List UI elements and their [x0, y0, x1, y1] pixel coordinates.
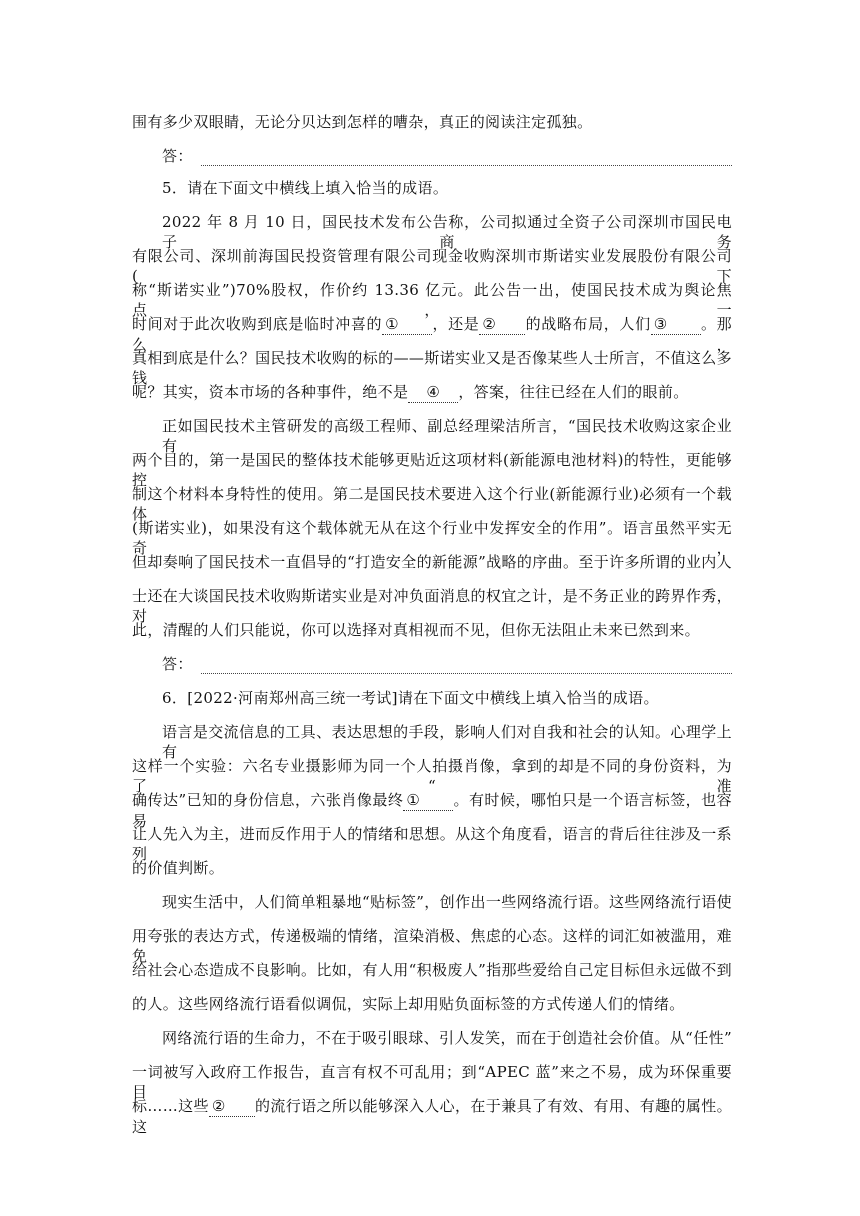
- text-line: 的价值判断。: [132, 859, 225, 877]
- text-line: 两个目的，第一是国民的整体技术能够更贴近这项材料(新能源电池材料)的特性，更能够控: [132, 451, 732, 489]
- text-segment: 。那么，: [132, 315, 732, 354]
- text-line: 网络流行语的生命力，不在于吸引眼球、引人发笑，而在于创造社会价值。从“任性”: [162, 1029, 732, 1047]
- text-line: 有限公司、深圳前海国民投资管理有限公司现金收购深圳市斯诺实业发展股份有限公司(下: [132, 247, 732, 285]
- text-segment: 的流行语之所以能够深入人心，在于兼具了有效、有用、有趣的属性。这: [132, 1097, 732, 1136]
- blank-3[interactable]: ③: [651, 314, 701, 335]
- blank-1[interactable]: ①: [382, 314, 432, 335]
- text-segment: 的战略布局，人们: [525, 315, 651, 333]
- text-line: 2022 年 8 月 10 日，国民技术发布公告称，公司拟通过全资子公司深圳市国民电子商务: [162, 213, 732, 251]
- text-line-with-blanks: [132, 1096, 732, 1137]
- text-line: 正如国民技术主管研发的高级工程师、副总经理梁洁所言，“国民技术收购这家企业有: [162, 417, 732, 455]
- text-line: 现实生活中，人们简单粗暴地“贴标签”，创作出一些网络流行语。这些网络流行语使: [162, 893, 732, 911]
- question-6: 6．[2022·河南郑州高三统一考试]请在下面文中横线上填入恰当的成语。: [162, 689, 659, 707]
- blank-2[interactable]: ②: [479, 314, 525, 335]
- text-line: 制这个材料本身特性的使用。第二是国民技术要进入这个行业(新能源行业)必须有一个载体: [132, 485, 732, 523]
- text-segment: ，答案，往往已经在人们的眼前。: [458, 383, 689, 401]
- text-line: 用夸张的表达方式，传递极端的情绪，渲染消极、焦虑的心态。这样的词汇如被滥用，难免: [132, 927, 732, 965]
- text-line: (斯诺实业)，如果没有这个载体就无从在这个行业中发挥安全的作用”。语言虽然平实无奇，: [132, 519, 732, 557]
- text-line: 语言是交流信息的工具、表达思想的手段，影响人们对自我和社会的认知。心理学上有: [162, 723, 732, 761]
- text-line: 的人。这些网络流行语看似调侃，实际上却用贴负面标签的方式传递人们的情绪。: [132, 995, 685, 1013]
- text-segment: 呢？其实，资本市场的各种事件，绝不是: [132, 383, 409, 401]
- question-5: 5．请在下面文中横线上填入恰当的成语。: [162, 179, 449, 197]
- text-line: 给社会心态造成不良影响。比如，有人用“积极废人”指那些爱给自己定目标但永远做不到: [132, 961, 732, 979]
- answer-line[interactable]: [162, 654, 732, 674]
- answer-blank[interactable]: [201, 659, 732, 674]
- answer-blank[interactable]: [201, 151, 732, 166]
- text-segment: 确传达”已知的身份信息，六张肖像最终: [132, 791, 404, 809]
- text-line-with-blanks: [132, 382, 732, 403]
- blank-2[interactable]: ②: [209, 1096, 255, 1117]
- answer-label: 答：: [162, 655, 193, 673]
- text-line: 一词被写入政府工作报告，直言有权不可乱用；到“APEC 蓝”来之不易，成为环保重要目: [132, 1063, 732, 1101]
- text-line: 让人先入为主，进而反作用于人的情绪和思想。从这个角度看，语言的背后往往涉及一系列: [132, 825, 732, 863]
- blank-1[interactable]: ①: [403, 790, 453, 811]
- answer-line[interactable]: [162, 146, 732, 166]
- text-segment: ，还是: [432, 315, 480, 333]
- text-line: 围有多少双眼睛，无论分贝达到怎样的嘈杂，真正的阅读注定孤独。: [132, 113, 593, 131]
- text-line: 但却奏响了国民技术一直倡导的“打造安全的新能源”战略的序曲。至于许多所谓的业内人: [132, 553, 732, 571]
- blank-4[interactable]: ④: [408, 382, 458, 403]
- text-line: 称“斯诺实业”)70%股权，作价约 13.36 亿元。此公告一出，使国民技术成为舆论焦点，一: [132, 281, 732, 319]
- text-segment: 标……这些: [132, 1097, 209, 1115]
- text-segment: 。有时候，哪怕只是一个语言标签，也容易: [132, 791, 732, 830]
- text-line: 此，清醒的人们只能说，你可以选择对真相视而不见，但你无法阻止未来已然到来。: [132, 621, 700, 639]
- text-segment: 时间对于此次收购到底是临时冲喜的: [132, 315, 383, 333]
- text-line: 真相到底是什么？国民技术收购的标的——斯诺实业又是否像某些人士所言，不值这么多钱: [132, 349, 732, 387]
- text-line: 士还在大谈国民技术收购斯诺实业是对冲负面消息的权宜之计，是不务正业的跨界作秀，对: [132, 587, 732, 625]
- text-line: 这样一个实验：六名专业摄影师为同一个人拍摄肖像，拿到的却是不同的身份资料，为了“准: [132, 757, 732, 795]
- answer-label: 答：: [162, 147, 193, 165]
